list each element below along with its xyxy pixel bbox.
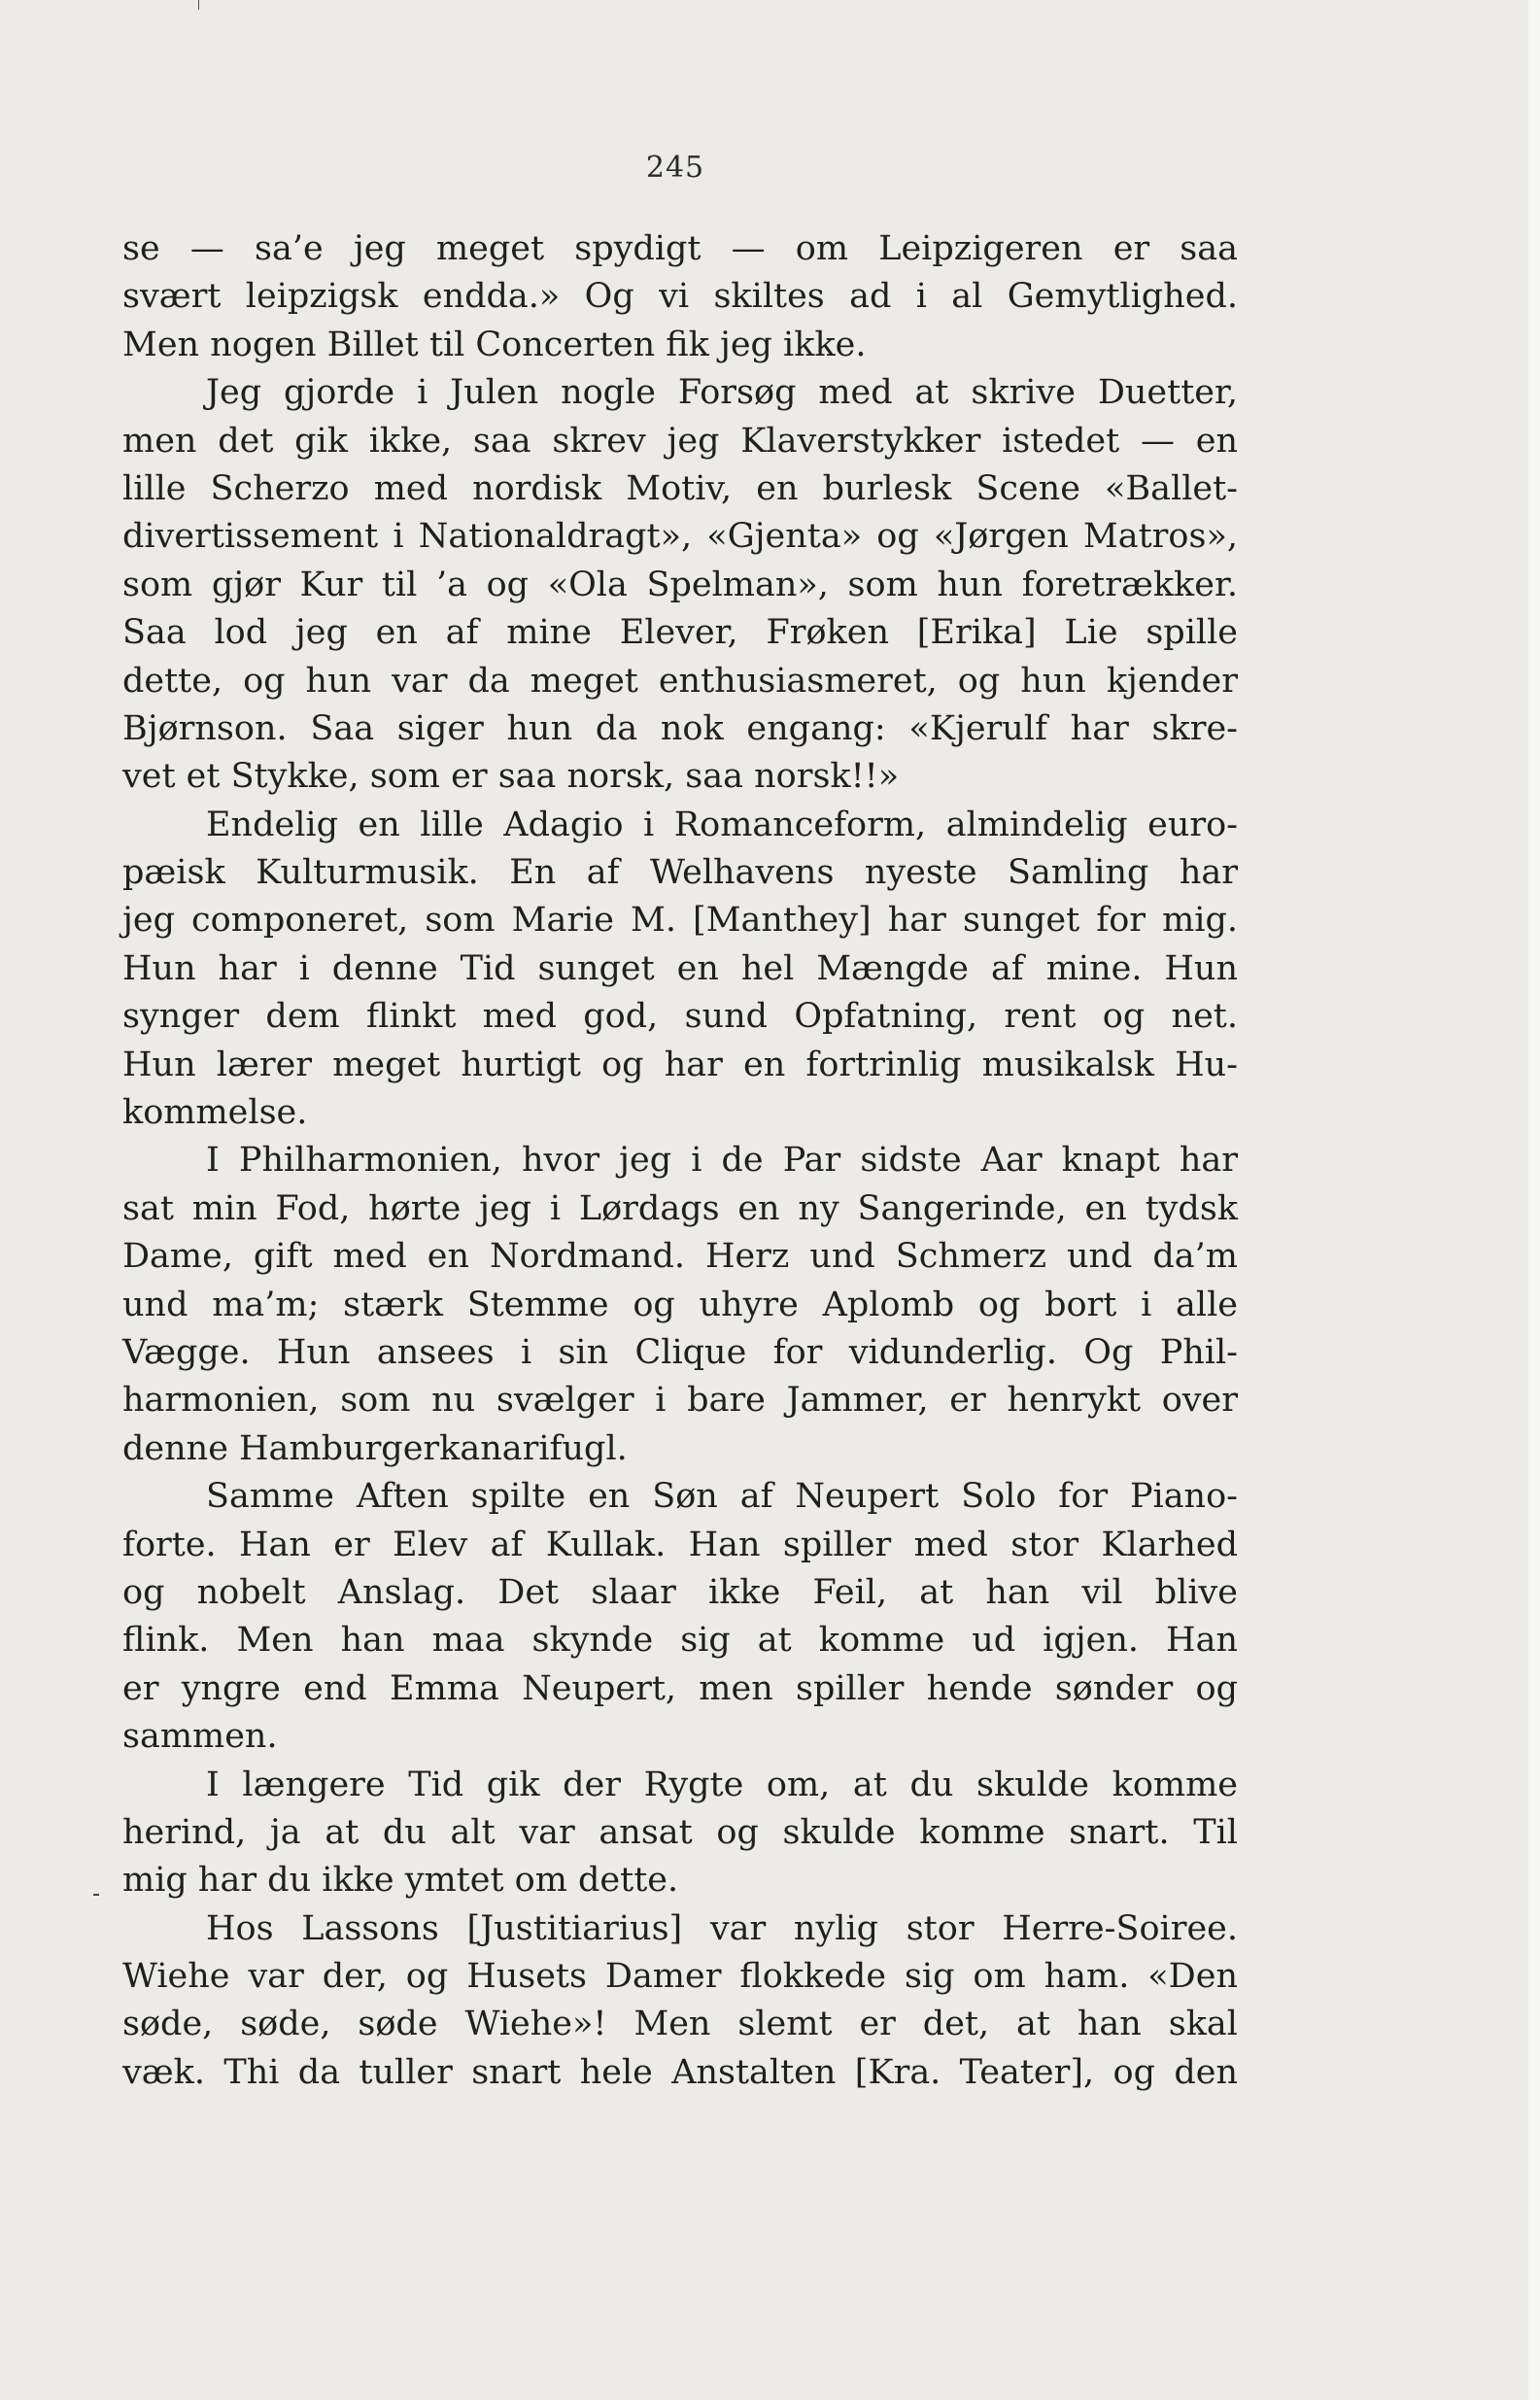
text-line: se — sa’e jeg meget spydigt — om Leipzigeren er saa	[122, 229, 1238, 268]
text-line: Hun har i denne Tid sunget en hel Mængde af mine. Hun	[122, 948, 1238, 988]
text-line: sat min Fod, hørte jeg i Lørdags en ny Sangerinde, en tydsk	[122, 1188, 1238, 1228]
text-line: mig har du ikke ymtet om dette.	[122, 1861, 679, 1901]
text-line: sammen.	[122, 1717, 278, 1757]
text-line: væk. Thi da tuller snart hele Anstalten [Kra. Teater], og den	[122, 2052, 1238, 2092]
text-line: I Philharmonien, hvor jeg i de Par sidste Aar knapt har	[206, 1141, 1238, 1181]
text-line: pæisk Kulturmusik. En af Welhavens nyeste Samling har	[122, 853, 1238, 893]
text-line: Vægge. Hun ansees i sin Clique for vidunderlig. Og Phil-	[122, 1332, 1238, 1372]
text-line: men det gik ikke, saa skrev jeg Klaverstykker istedet — en	[122, 421, 1238, 461]
text-line: Saa lod jeg en af mine Elever, Frøken [Erika] Lie spille	[122, 613, 1238, 653]
scan-mark	[198, 0, 199, 10]
text-line: Bjørnson. Saa siger hun da nok engang: «Kjerulf har skre-	[122, 708, 1238, 748]
text-line: harmonien, som nu svælger i bare Jammer, er henrykt over	[122, 1381, 1238, 1421]
text-line: og nobelt Anslag. Det slaar ikke Feil, at han vil blive	[122, 1572, 1238, 1612]
text-line: vet et Stykke, som er saa norsk, saa norsk!!»	[122, 757, 900, 797]
text-line: jeg componeret, som Marie M. [Manthey] har sunget for mig.	[122, 901, 1238, 941]
text-line: Hos Lassons [Justitiarius] var nylig stor Herre-Soiree.	[206, 1908, 1238, 1948]
margin-mark	[93, 1894, 99, 1896]
page-edge	[1528, 0, 1540, 2400]
text-line: und ma’m; stærk Stemme og uhyre Aplomb og bort i alle	[122, 1285, 1238, 1324]
text-line: flink. Men han maa skynde sig at komme ud igjen. Han	[122, 1621, 1238, 1661]
text-line: herind, ja at du alt var ansat og skulde komme snart. Til	[122, 1812, 1238, 1852]
text-line: Samme Aften spilte en Søn af Neupert Solo for Piano-	[206, 1477, 1238, 1517]
text-line: synger dem flinkt med god, sund Opfatning, rent og net.	[122, 997, 1238, 1037]
text-line: som gjør Kur til ’a og «Ola Spelman», som hun foretrækker.	[122, 565, 1238, 604]
text-line: Dame, gift med en Nordmand. Herz und Schmerz und da’m	[122, 1237, 1238, 1277]
text-line: kommelse.	[122, 1093, 308, 1133]
text-line: denne Hamburgerkanarifugl.	[122, 1428, 628, 1468]
text-line: Hun lærer meget hurtigt og har en fortrinlig musikalsk Hu-	[122, 1045, 1238, 1084]
page-number: 245	[645, 151, 705, 185]
text-line: svært leipzigsk endda.» Og vi skiltes ad i al Gemytlighed.	[122, 277, 1238, 317]
text-line: I længere Tid gik der Rygte om, at du skulde komme	[206, 1765, 1238, 1804]
body-text	[122, 225, 1238, 2097]
text-line: dette, og hun var da meget enthusiasmeret, og hun kjender	[122, 661, 1238, 701]
text-line: Endelig en lille Adagio i Romanceform, almindelig euro-	[206, 805, 1238, 844]
text-line: er yngre end Emma Neupert, men spiller hende sønder og	[122, 1668, 1238, 1708]
text-line: forte. Han er Elev af Kullak. Han spiller med stor Klarhed	[122, 1525, 1238, 1564]
text-line: Jeg gjorde i Julen nogle Forsøg med at skrive Duetter,	[206, 373, 1238, 413]
text-line: søde, søde, søde Wiehe»! Men slemt er det, at han skal	[122, 2005, 1238, 2044]
text-line: divertissement i Nationaldragt», «Gjenta» og «Jørgen Matros»,	[122, 517, 1238, 557]
text-line: lille Scherzo med nordisk Motiv, en burlesk Scene «Ballet-	[122, 468, 1238, 508]
text-line: Wiehe var der, og Husets Damer flokkede sig om ham. «Den	[122, 1957, 1238, 1997]
text-line: Men nogen Billet til Concerten fik jeg ikke.	[122, 325, 867, 364]
